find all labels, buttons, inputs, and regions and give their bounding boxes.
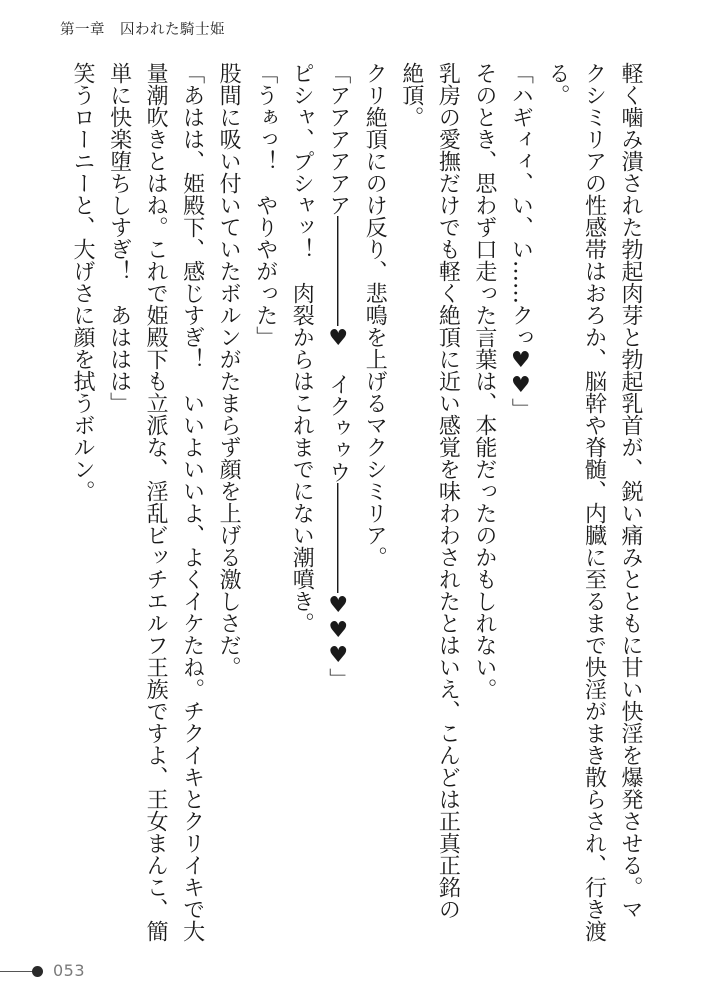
text-column: 股間に吸い付いていたボルンがたまらず顔を上げる激しさだ。 [216, 62, 242, 678]
text-column: ピシャ、プシャッ！ 肉裂からはこれまでにない潮噴き。 [289, 62, 315, 634]
text-column: クシミリアの性感帯はおろか、脳幹や脊髄、内臓に至るまで快淫がまき散らされ、行き渡 [581, 62, 607, 942]
text-column: 笑うローニーと、大げさに顔を拭うボルン。 [70, 62, 96, 502]
text-column: 単に快楽堕ちしすぎ！ あははは」 [106, 62, 132, 414]
text-column: そのとき、思わず口走った言葉は、本能だったのかもしれない。 [471, 62, 497, 700]
text-column: る。 [544, 62, 570, 106]
body-text [64, 62, 649, 952]
text-column: 「うぁっ！ やりやがった」 [252, 62, 278, 348]
text-column: 乳房の愛撫だけでも軽く絶頂に近い感覚を味わわされたとはいえ、こんどは正真正銘の [435, 62, 461, 920]
text-column: 「アアアアアア―――――♥ イクゥゥウ―――――♥♥♥」 [325, 62, 351, 690]
text-column: 「あはは、姫殿下、感じすぎ！ いいよいいよ、よくイケたね。チクイキとクリイキで大 [179, 62, 205, 942]
chapter-title: 第一章 囚われた騎士姫 [60, 22, 225, 38]
text-column: 量潮吹きとはね。これで姫殿下も立派な、淫乱ビッチエルフ王族ですよ、王女まんこ、簡 [143, 62, 169, 942]
text-column: 軽く噛み潰された勃起肉芽と勃起乳首が、鋭い痛みとともに甘い快淫を爆発させる。マ [618, 62, 643, 920]
text-column: クリ絶頂にのけ反り、悲鳴を上げるマクシミリア。 [362, 62, 388, 568]
text-column: 絶頂。 [398, 62, 424, 128]
page-number-rule [0, 971, 34, 972]
page-number: 053 [53, 961, 86, 980]
text-column: 「ハギィィ、い、い……クっ♥♥」 [508, 62, 534, 420]
page-number-dot-icon [32, 966, 43, 977]
